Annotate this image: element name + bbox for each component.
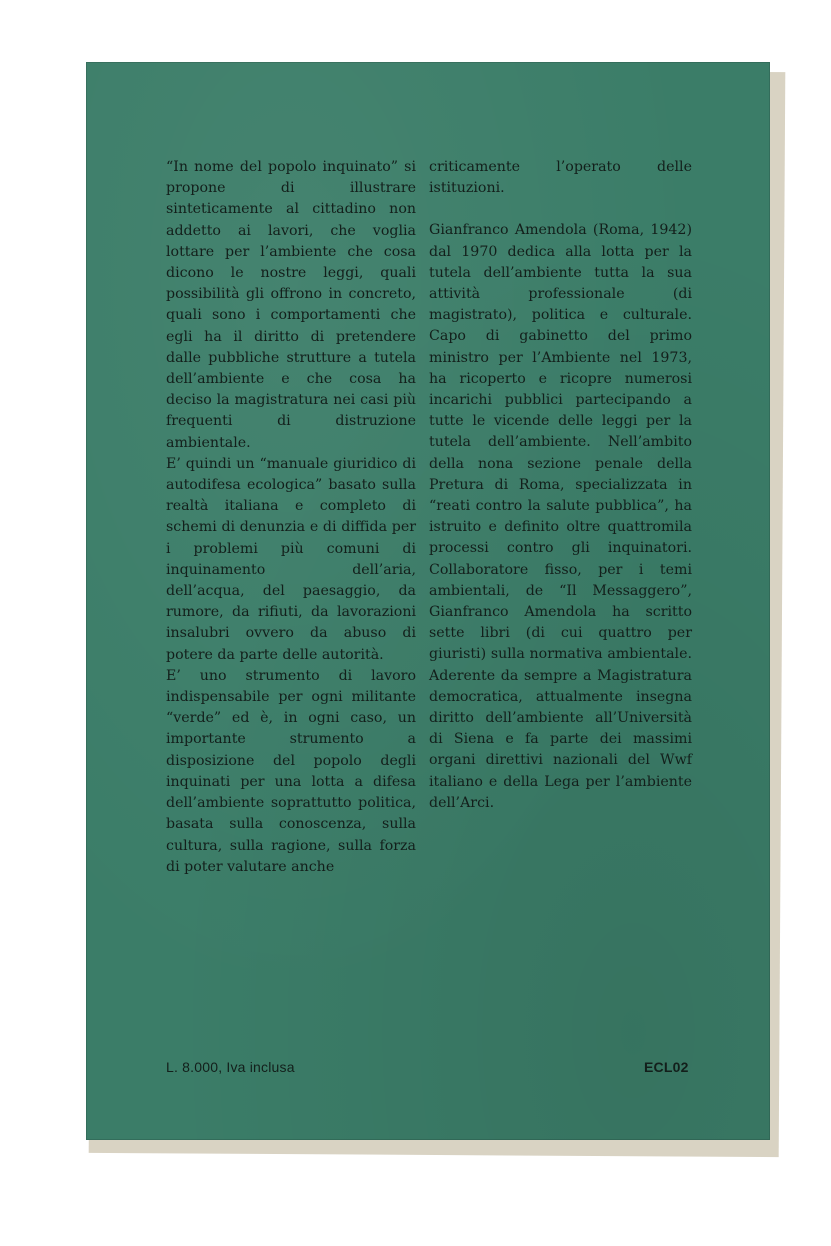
price-label: L. 8.000, Iva inclusa (166, 1059, 295, 1075)
author-bio-paragraph: Gianfranco Amendola (Roma, 1942) dal 1970 dedica alla lotta per la tutela dell’ambiente tutta la sua attività professionale (di magistrato), politica e culturale. Capo di gabinetto del primo ministro per l’Ambiente nel 1973, ha ricoperto e ricopre numerosi incarichi pubblici partecipando a tutte le vicende delle leggi per la tutela dell’ambiente. Nell’ambito della nona sezione penale della Pretura di Roma, specializzata in “reati contro la salute pubblica”, ha istruito e definito oltre quattromila processi contro gli inquinatori. Collaboratore fisso, per i temi ambientali, de “Il Messaggero”, Gianfranco Amendola ha scritto sette libri (di cui quattro per giuristi) sulla normativa ambientale. Aderente da sempre a Magistratura democratica, attualmente insegna diritto dell’ambiente all’Università di Siena e fa parte dei massimi organi direttivi nazionali del Wwf italiano e della Lega per l’ambiente dell’Arci. (429, 222, 692, 811)
tool-paragraph: E’ uno strumento di lavoro indispensabile per ogni militante “verde” ed è, in ogni caso, un importante strumento a disposizione del popolo degli inquinati per una lotta a difesa dell’ambiente soprattutto politica, basata sulla conoscenza, sulla cultura, sulla ragione, sulla forza di poter valutare anche (166, 667, 416, 875)
left-text-column (166, 157, 416, 878)
manual-paragraph: E’ quindi un “manuale giuridico di autodifesa ecologica” basato sulla realtà italiana e completo di schemi di denunzia e di diffida per i problemi più comuni di inquinamento dell’aria, dell’acqua, del paesaggio, da rumore, da rifiuti, da lavorazioni insalubri ovvero da abuso di potere da parte delle autorità. (166, 455, 416, 663)
continuation-paragraph: criticamente l’operato delle istituzioni. (429, 159, 692, 197)
right-text-column (429, 157, 692, 814)
intro-paragraph: “In nome del popolo inquinato” si propone di illustrare sinteticamente al cittadino non addetto ai lavori, che voglia lottare per l’ambiente che cosa dicono le nostre leggi, quali possibilità gli offrono in concreto, quali sono i comportamenti che egli ha il diritto di pretendere dalle pubbliche strutture a tutela dell’ambiente e che cosa ha deciso la magistratura nei casi più frequenti di distruzione ambientale. (166, 159, 416, 451)
catalog-code: ECL02 (644, 1059, 689, 1075)
paragraph-gap (429, 199, 692, 220)
